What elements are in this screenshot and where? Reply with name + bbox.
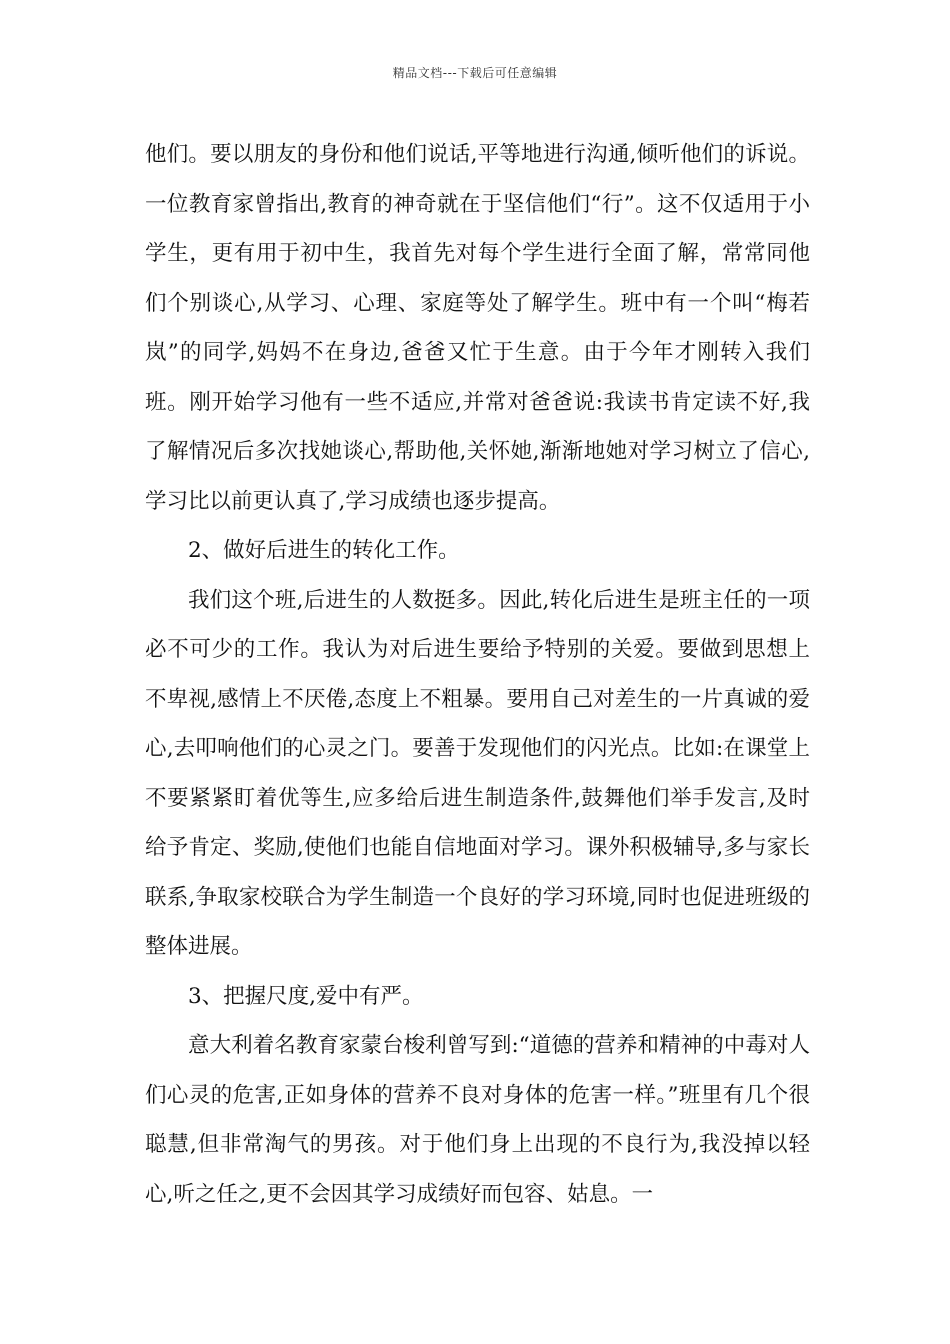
document-body	[145, 130, 810, 1219]
page-header: 精品文档---下载后可任意编辑	[392, 66, 558, 80]
paragraph: 我们这个班,后进生的人数挺多。因此,转化后进生是班主任的一项必不可少的工作。我认为对后进生要给予特别的关爱。要做到思想上不卑视,感情上不厌倦,态度上不粗暴。要用自己对差生的一片真诚的爱心,去叩响他们的心灵之门。要善于发现他们的闪光点。比如:在课堂上不要紧紧盯着优等生,应多给后进生制造条件,鼓舞他们举手发言,及时给予肯定、奖励,使他们也能自信地面对学习。课外积极辅导,多与家长联系,争取家校联合为学生制造一个良好的学习环境,同时也促进班级的整体进展。	[145, 587, 810, 959]
paragraph: 意大利着名教育家蒙台梭利曾写到:“道德的营养和精神的中毒对人们心灵的危害,正如身体的营养不良对身体的危害一样。”班里有几个很聪慧,但非常淘气的男孩。对于他们身上出现的不良行为,我没掉以轻心,听之任之,更不会因其学习成绩好而包容、姑息。一	[145, 1033, 810, 1207]
section-heading: 3、把握尺度,爱中有严。	[188, 983, 424, 1009]
paragraph: 他们。要以朋友的身份和他们说话,平等地进行沟通,倾听他们的诉说。一位教育家曾指出,教育的神奇就在于坚信他们“行”。这不仅适用于小学生，更有用于初中生，我首先对每个学生进行全面了解，常常同他们个别谈心,从学习、心理、家庭等处了解学生。班中有一个叫“梅若岚”的同学,妈妈不在身边,爸爸又忙于生意。由于今年才刚转入我们班。刚开始学习他有一些不适应,并常对爸爸说:我读书肯定读不好,我了解情况后多次找她谈心,帮助他,关怀她,渐渐地她对学习树立了信心,学习比以前更认真了,学习成绩也逐步提高。	[145, 142, 810, 514]
section-heading: 2、做好后进生的转化工作。	[188, 538, 460, 563]
